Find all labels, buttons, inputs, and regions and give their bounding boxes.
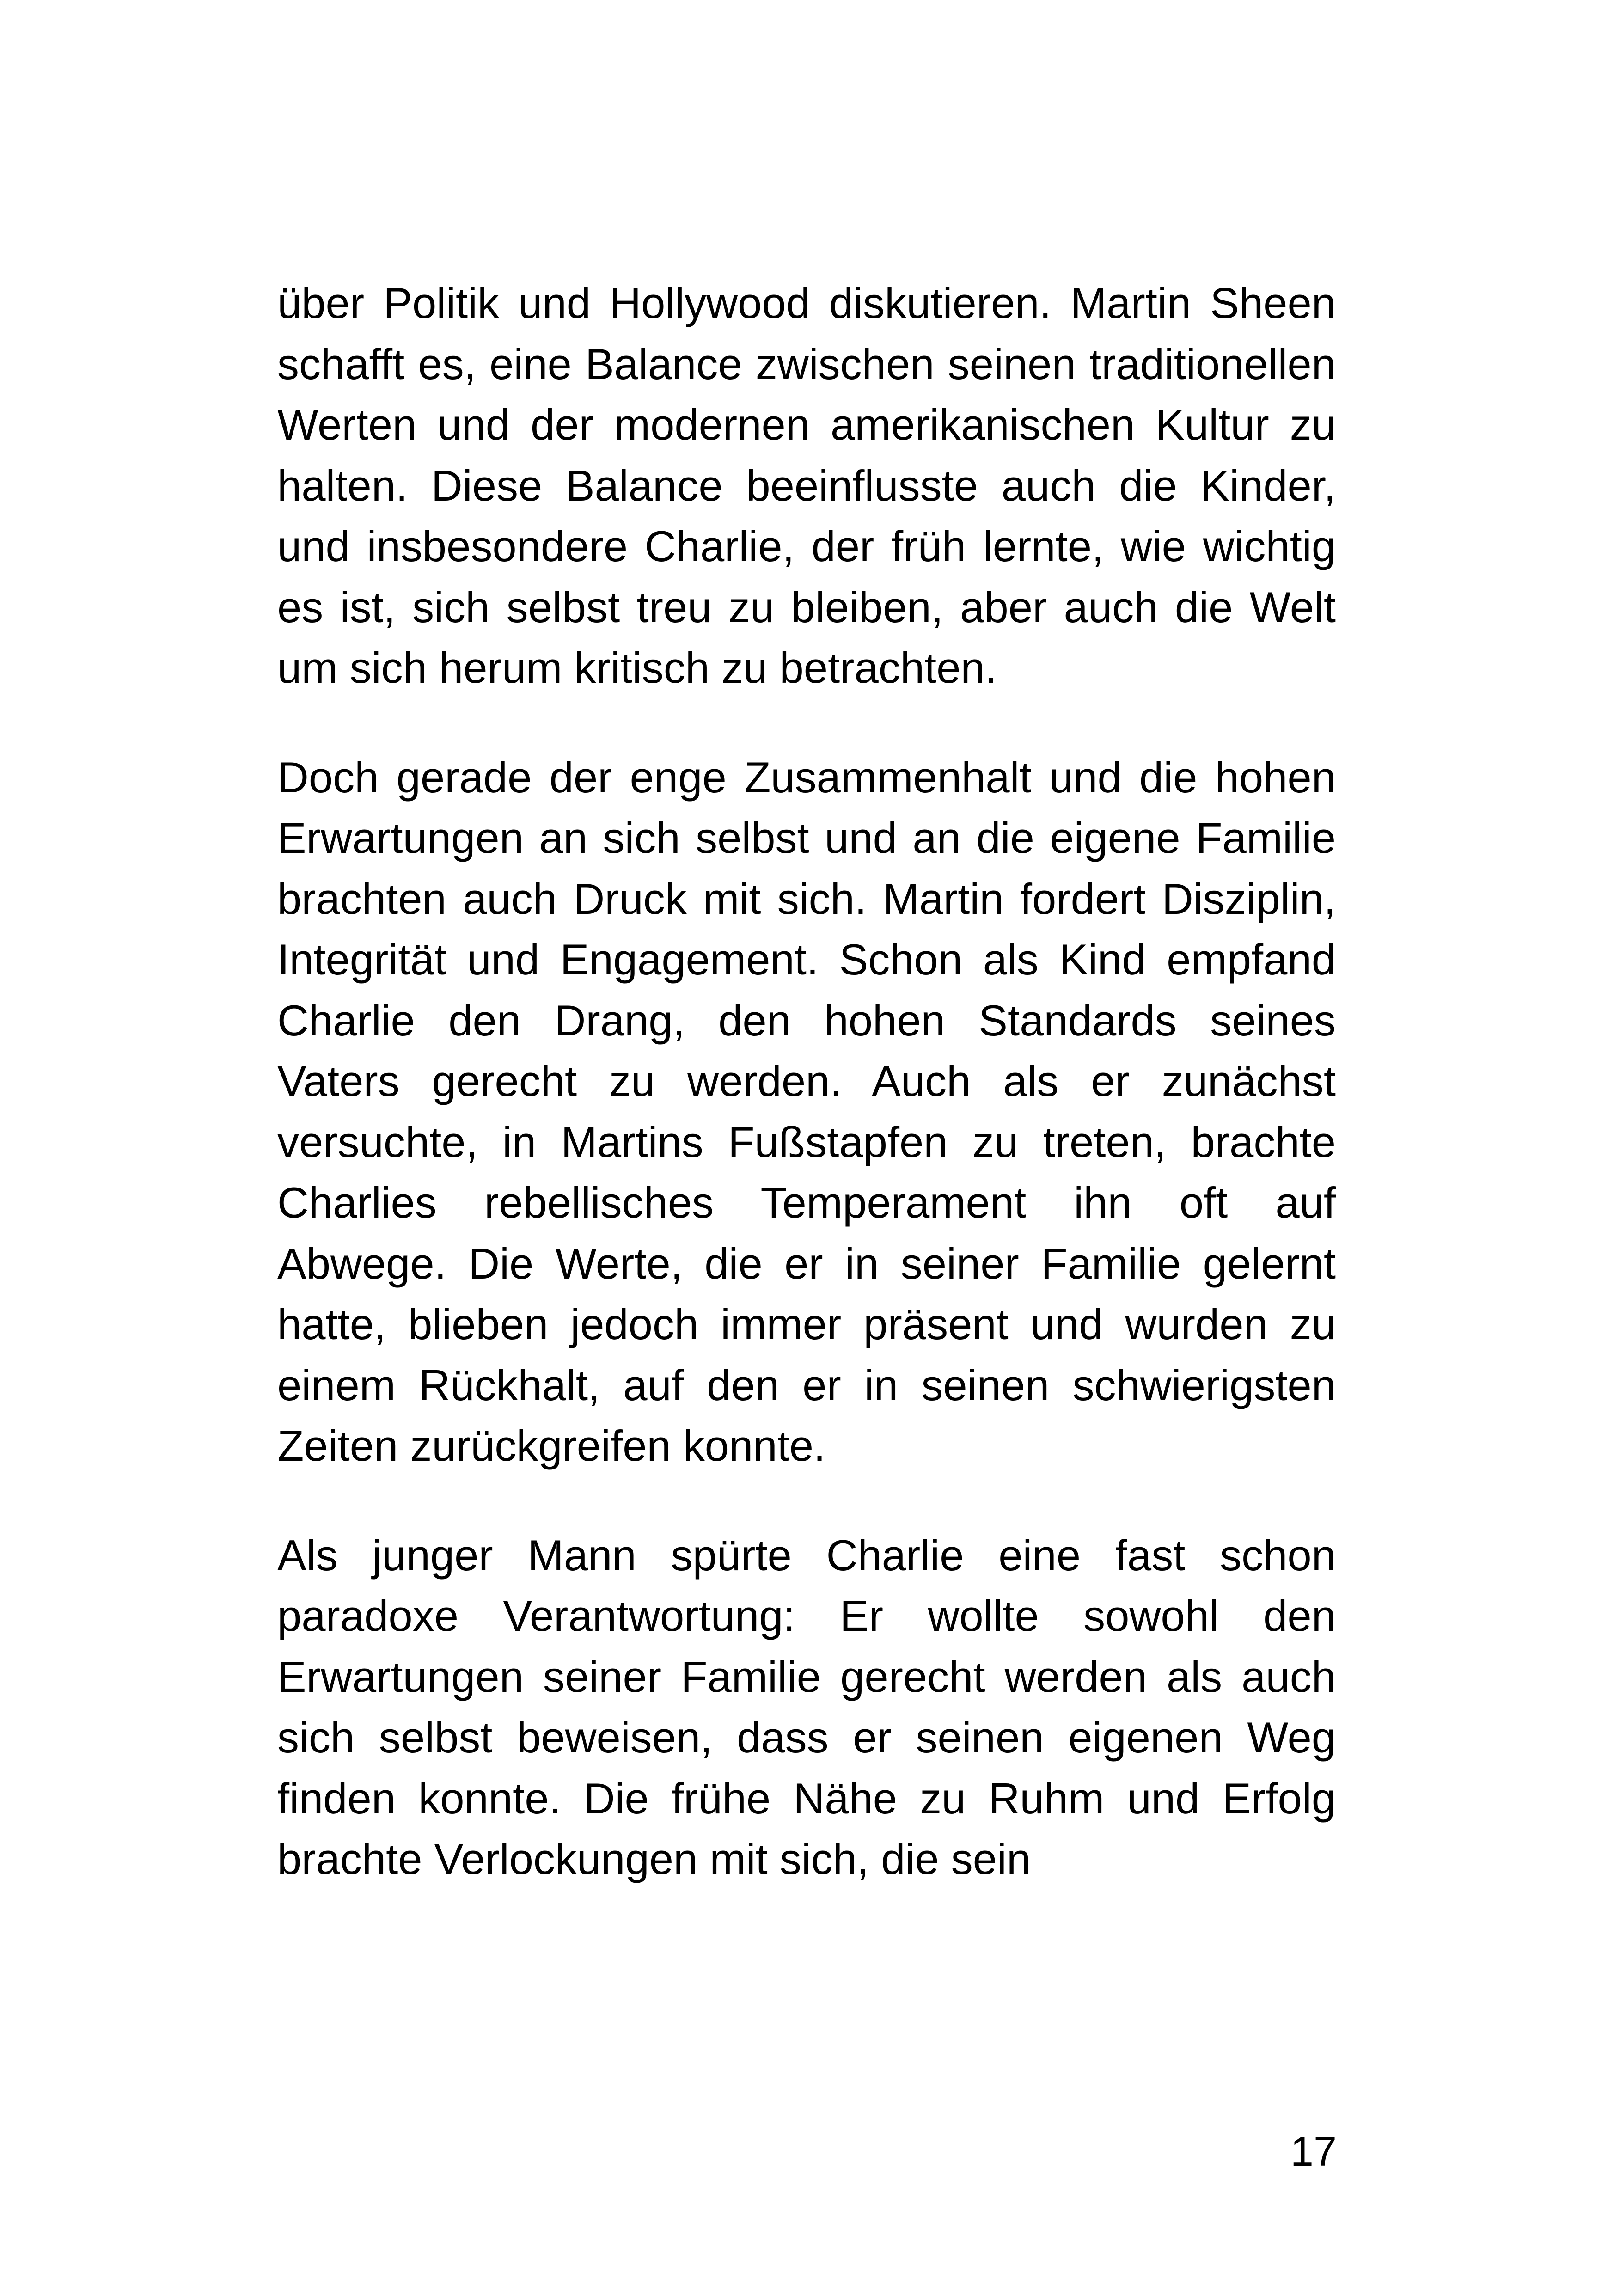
body-text	[277, 273, 1336, 1890]
page-number: 17	[1290, 2129, 1337, 2175]
paragraph-3: Als junger Mann spürte Charlie eine fast schon paradoxe Verantwortung: Er wollte sowohl den Erwartungen seiner Familie gerecht werden als auch sich selbst beweisen, dass er seinen eigenen Weg finden konnte. Die frühe Nähe zu Ruhm und Erfolg brachte Verlockungen mit sich, die sein	[277, 1531, 1336, 1883]
paragraph-2: Doch gerade der enge Zusammenhalt und die hohen Erwartungen an sich selbst und an die eigene Familie brachten auch Druck mit sich. Martin fordert Disziplin, Integrität und Engagement. Schon als Kind empfand Charlie den Drang, den hohen Standards seines Vaters gerecht zu werden. Auch als er zunächst versuchte, in Martins Fußstapfen zu treten, brachte Charlies rebellisches Temperament ihn oft auf Abwege. Die Werte, die er in seiner Familie gelernt hatte, blieben jedoch immer präsent und wurden zu einem Rückhalt, auf den er in seinen schwierigsten Zeiten zurückgreifen konnte.	[277, 753, 1336, 1470]
paragraph-1: über Politik und Hollywood diskutieren. Martin Sheen schafft es, eine Balance zwischen seinen traditionellen Werten und der modernen amerikanischen Kultur zu halten. Diese Balance beeinflusste auch die Kinder, und insbesondere Charlie, der früh lernte, wie wichtig es ist, sich selbst treu zu bleiben, aber auch die Welt um sich herum kritisch zu betrachten.	[277, 279, 1336, 692]
